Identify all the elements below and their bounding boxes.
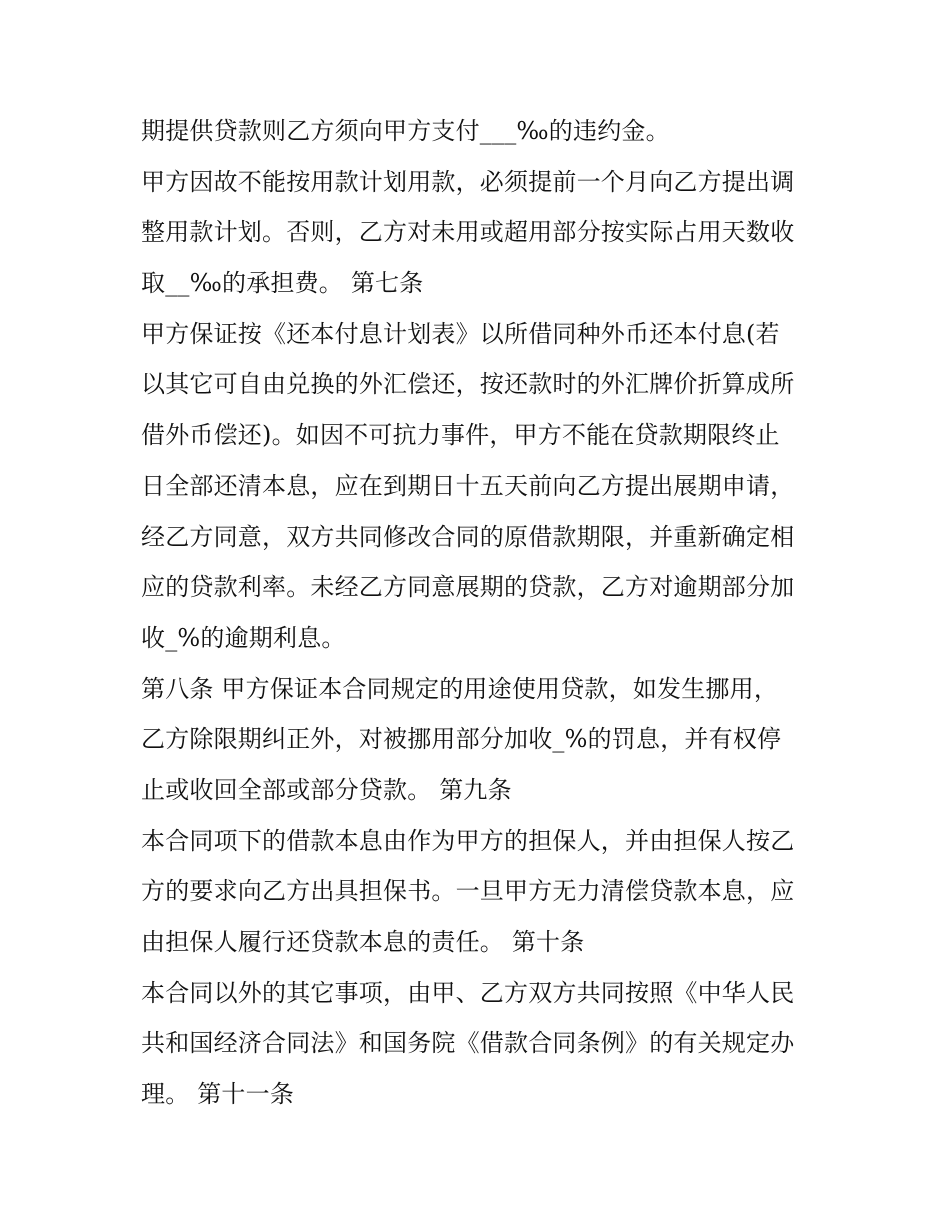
text-line: 经乙方同意，双方共同修改合同的原借款期限，并重新确定相 [141, 522, 795, 551]
text-line: 止或收回全部或部分贷款。 第九条 [141, 775, 512, 804]
text-line: 本合同以外的其它事项，由甲、乙方双方共同按照《中华人民 [141, 978, 795, 1007]
text-line: 由担保人履行还贷款本息的责任。 第十条 [141, 928, 585, 956]
text-line: 理。 第十一条 [141, 1080, 295, 1109]
text-line: 收_%的逾期利息。 [141, 623, 346, 652]
document-body [141, 106, 821, 1120]
text-line: 共和国经济合同法》和国务院《借款合同条例》的有关规定办 [141, 1029, 795, 1058]
text-line: 本合同项下的借款本息由作为甲方的担保人，并由担保人按乙 [141, 826, 795, 855]
text-line: 应的贷款利率。未经乙方同意展期的贷款，乙方对逾期部分加 [141, 573, 795, 602]
text-line: 日全部还清本息，应在到期日十五天前向乙方提出展期申请， [141, 471, 795, 500]
text-line: 期提供贷款则乙方须向甲方支付___‰的违约金。 [141, 117, 670, 145]
text-line: 甲方因故不能按用款计划用款，必须提前一个月向乙方提出调 [141, 167, 795, 196]
text-line: 第八条 甲方保证本合同规定的用途使用贷款，如发生挪用， [141, 674, 779, 703]
text-line: 借外币偿还)。如因不可抗力事件，甲方不能在贷款期限终止 [141, 421, 780, 450]
text-line: 甲方保证按《还本付息计划表》以所借同种外币还本付息(若 [141, 319, 780, 348]
text-line: 以其它可自由兑换的外汇偿还，按还款时的外汇牌价折算成所 [141, 370, 795, 399]
text-line: 取__‰的承担费。 第七条 [141, 269, 424, 298]
text-line: 整用款计划。否则，乙方对未用或超用部分按实际占用天数收 [141, 218, 795, 247]
text-line: 方的要求向乙方出具担保书。一旦甲方无力清偿贷款本息，应 [141, 877, 795, 906]
text-line: 乙方除限期纠正外，对被挪用部分加收_%的罚息，并有权停 [141, 725, 782, 754]
